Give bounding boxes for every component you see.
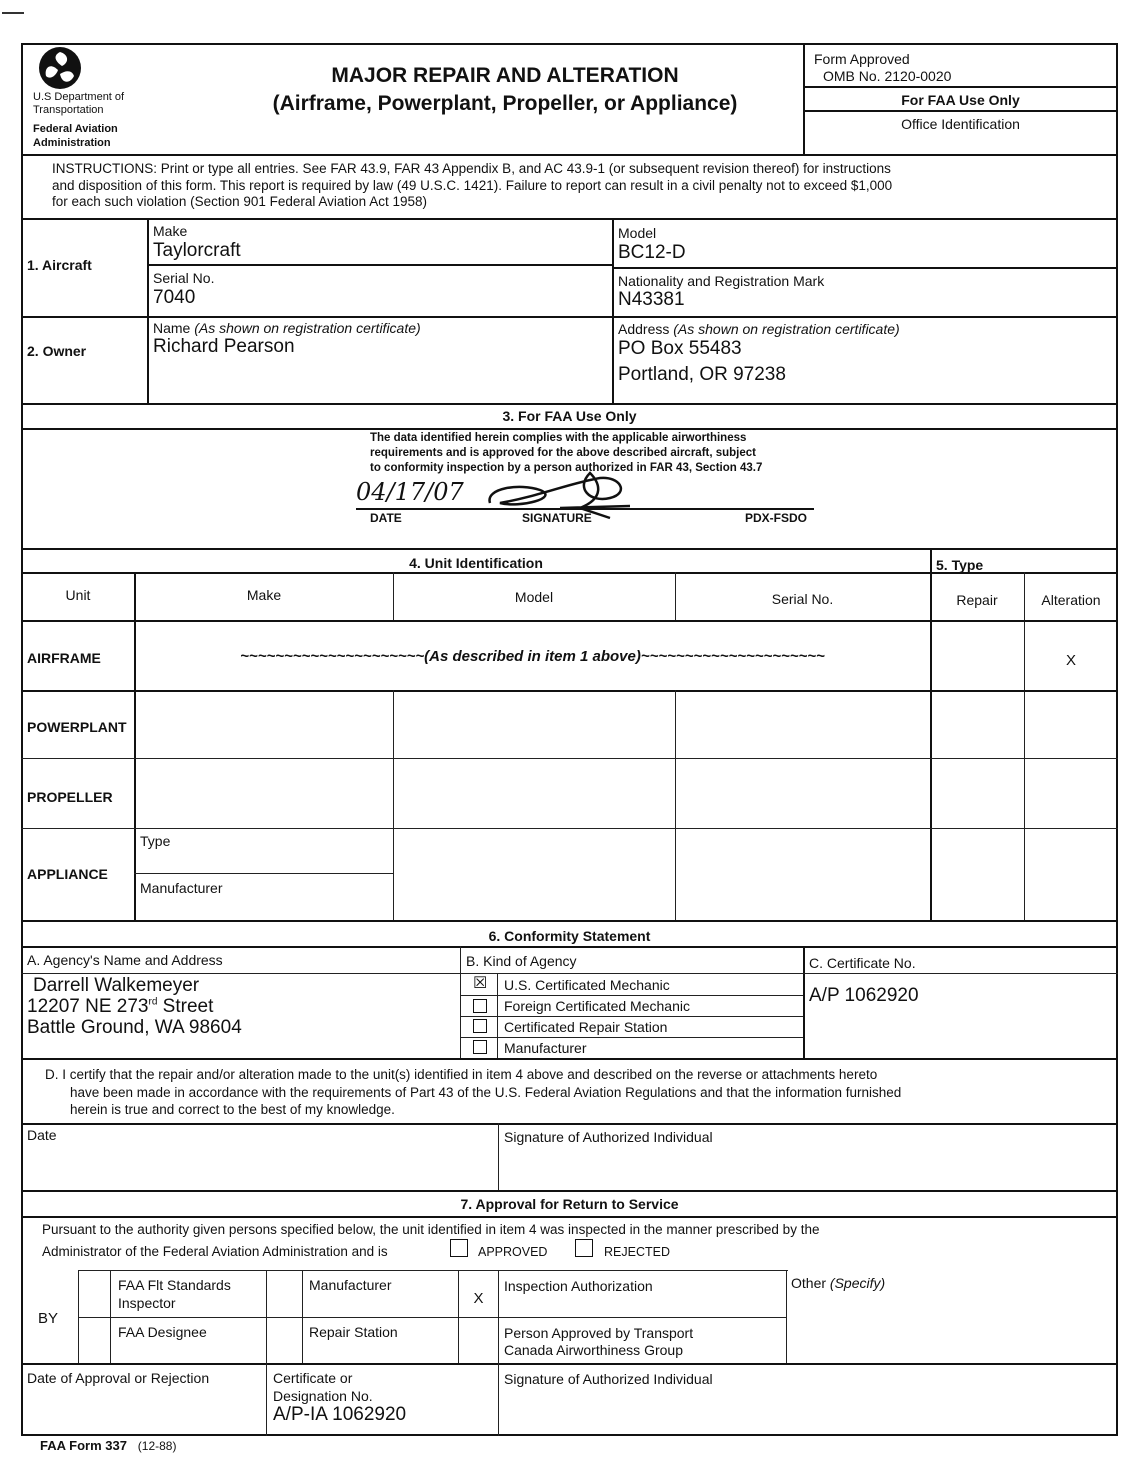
owner-address-line2[interactable]: Portland, OR 97238 bbox=[618, 364, 786, 385]
column-header-unit: Unit bbox=[65, 587, 91, 603]
approved-checkbox[interactable] bbox=[450, 1239, 468, 1257]
unit-airframe-label: AIRFRAME bbox=[27, 650, 101, 666]
column-header-model: Model bbox=[514, 589, 554, 605]
instructions-line2: and disposition of this form. This report is required by law (49 U.S.C. 1421). Failure to report can result in a civil penalty not to exceed $1,000 bbox=[52, 178, 893, 193]
option-label-transport-canada-line1: Person Approved by Transport bbox=[504, 1325, 694, 1341]
kind-checkbox-foreign-mechanic[interactable] bbox=[473, 999, 487, 1013]
appliance-type-label: Type bbox=[140, 833, 171, 849]
agency-name-label: A. Agency's Name and Address bbox=[27, 952, 223, 968]
conformity-signature-label: Signature of Authorized Individual bbox=[504, 1129, 713, 1145]
office-identification-label: Office Identification bbox=[901, 116, 1020, 132]
omb-number: OMB No. 2120-0020 bbox=[823, 68, 952, 84]
kind-label-us-mechanic: U.S. Certificated Mechanic bbox=[504, 977, 670, 993]
kind-label-repair-station: Certificated Repair Station bbox=[504, 1019, 668, 1035]
kind-label-foreign-mechanic: Foreign Certificated Mechanic bbox=[504, 998, 690, 1014]
option-label-transport-canada-line2: Canada Airworthiness Group bbox=[504, 1342, 683, 1358]
option-label-faa-inspector-line1: FAA Flt Standards bbox=[118, 1277, 231, 1293]
column-header-serial: Serial No. bbox=[771, 591, 834, 607]
certification-statement-line1: D. I certify that the repair and/or alteration made to the unit(s) identified in item 4 above and described on the reverse or attachments hereto bbox=[45, 1067, 878, 1082]
certification-statement-line2: have been made in accordance with the requirements of Part 43 of the U.S. Federal Aviation Regulations and that the information furnished bbox=[70, 1085, 902, 1100]
aircraft-model-field[interactable]: BC12-D bbox=[618, 242, 686, 263]
designation-label-line2: Designation No. bbox=[273, 1388, 373, 1404]
rejected-checkbox[interactable] bbox=[575, 1239, 593, 1257]
faa-approval-date: 04/17/07 bbox=[356, 478, 464, 506]
aircraft-make-field[interactable]: Taylorcraft bbox=[153, 240, 241, 261]
aircraft-serial-field[interactable]: 7040 bbox=[153, 287, 196, 308]
form-number-footer: FAA Form 337 (12-88) bbox=[40, 1438, 177, 1453]
instructions-line1: INSTRUCTIONS: Print or type all entries. See FAR 43.9, FAR 43 Appendix B, and AC 43.9-1 (or subsequent revision thereof) for instructions bbox=[52, 161, 891, 176]
faa-use-only-header: For FAA Use Only bbox=[901, 92, 1020, 108]
kind-checkbox-us-mechanic[interactable]: ☒ bbox=[473, 975, 488, 992]
column-header-repair: Repair bbox=[956, 592, 998, 608]
faa-date-label: DATE bbox=[370, 511, 402, 525]
owner-address-line1[interactable]: PO Box 55483 bbox=[618, 338, 742, 359]
kind-of-agency-label: B. Kind of Agency bbox=[466, 953, 577, 969]
rejected-label: REJECTED bbox=[604, 1245, 670, 1259]
column-header-make: Make bbox=[246, 587, 282, 603]
conformity-date-label: Date bbox=[27, 1127, 57, 1143]
option-checkbox-faa-designee[interactable] bbox=[79, 1318, 110, 1364]
option-label-inspection-authorization: Inspection Authorization bbox=[504, 1278, 653, 1294]
faa-name-line1: Federal Aviation bbox=[33, 123, 118, 135]
registration-label: Nationality and Registration Mark bbox=[618, 273, 825, 289]
designation-number-field[interactable]: A/P-IA 1062920 bbox=[273, 1404, 407, 1425]
option-checkbox-manufacturer[interactable] bbox=[267, 1271, 302, 1317]
by-label: BY bbox=[38, 1310, 59, 1327]
approval-date-label: Date of Approval or Rejection bbox=[27, 1370, 210, 1386]
agency-name-line1: U.S Department of bbox=[33, 91, 125, 103]
kind-label-manufacturer: Manufacturer bbox=[504, 1040, 587, 1056]
conformity-signature-field[interactable] bbox=[500, 1148, 1116, 1190]
kind-checkbox-repair-station[interactable] bbox=[473, 1019, 487, 1033]
option-label-repair-station: Repair Station bbox=[309, 1324, 398, 1340]
option-label-manufacturer: Manufacturer bbox=[309, 1277, 392, 1293]
airframe-alteration-mark[interactable]: X bbox=[1065, 652, 1076, 669]
form-approved: Form Approved bbox=[814, 51, 910, 67]
aircraft-section-label: 1. Aircraft bbox=[27, 257, 92, 273]
owner-section-label: 2. Owner bbox=[27, 343, 87, 359]
faa-use-section-label: 3. For FAA Use Only bbox=[502, 408, 637, 424]
approval-text-line2: Administrator of the Federal Aviation Administration and is bbox=[42, 1244, 388, 1259]
owner-address-label: Address (As shown on registration certificate) bbox=[618, 321, 900, 337]
unit-identification-section-label: 4. Unit Identification bbox=[409, 555, 543, 571]
form-subtitle: (Airframe, Powerplant, Propeller, or Appliance) bbox=[272, 92, 738, 115]
unit-appliance-label: APPLIANCE bbox=[27, 866, 108, 882]
agency-city-field[interactable]: Battle Ground, WA 98604 bbox=[27, 1017, 242, 1038]
agency-street-field[interactable]: 12207 NE 273rd Street bbox=[27, 996, 214, 1017]
kind-checkbox-manufacturer[interactable] bbox=[473, 1040, 487, 1054]
owner-name-field[interactable]: Richard Pearson bbox=[153, 336, 295, 357]
serial-label: Serial No. bbox=[153, 270, 215, 286]
agency-name-field[interactable]: Darrell Walkemeyer bbox=[33, 975, 200, 996]
make-label: Make bbox=[153, 223, 188, 239]
certificate-no-label: C. Certificate No. bbox=[809, 955, 916, 971]
approval-section-label: 7. Approval for Return to Service bbox=[460, 1196, 679, 1212]
faa-signature-label: SIGNATURE bbox=[522, 511, 592, 525]
unit-powerplant-label: POWERPLANT bbox=[27, 719, 127, 735]
scan-mark bbox=[2, 12, 24, 14]
approved-label: APPROVED bbox=[478, 1245, 548, 1259]
option-checkbox-transport-canada[interactable] bbox=[459, 1318, 498, 1364]
option-checkbox-repair-station[interactable] bbox=[267, 1318, 302, 1364]
conformity-date-field[interactable] bbox=[22, 1146, 497, 1190]
certificate-number-field[interactable]: A/P 1062920 bbox=[809, 985, 919, 1006]
dot-logo-icon bbox=[38, 46, 82, 90]
agency-name-line2: Transportation bbox=[33, 104, 104, 116]
model-label: Model bbox=[618, 225, 657, 241]
approval-signature-label: Signature of Authorized Individual bbox=[504, 1371, 713, 1387]
option-label-faa-designee: FAA Designee bbox=[118, 1324, 207, 1340]
certification-statement-line3: herein is true and correct to the best of my knowledge. bbox=[70, 1102, 395, 1117]
faa-office-label: PDX-FSDO bbox=[745, 511, 808, 525]
appliance-manufacturer-label: Manufacturer bbox=[140, 880, 223, 896]
other-specify-label: Other (Specify) bbox=[791, 1275, 886, 1291]
option-checkbox-inspection-authorization[interactable]: X bbox=[473, 1290, 484, 1307]
designation-label-line1: Certificate or bbox=[273, 1370, 353, 1386]
aircraft-registration-field[interactable]: N43381 bbox=[618, 289, 685, 310]
type-section-label: 5. Type bbox=[936, 557, 984, 573]
form-title: MAJOR REPAIR AND ALTERATION bbox=[331, 64, 679, 87]
unit-propeller-label: PROPELLER bbox=[27, 789, 113, 805]
approval-stamp-line1: The data identified herein complies with the applicable airworthiness bbox=[370, 432, 747, 444]
approval-stamp-line3: to conformity inspection by a person authorized in FAR 43, Section 43.7 bbox=[370, 462, 763, 474]
faa-name-line2: Administration bbox=[33, 137, 111, 149]
owner-name-label: Name (As shown on registration certificate) bbox=[153, 320, 421, 336]
option-label-faa-inspector-line2: Inspector bbox=[118, 1295, 176, 1311]
conformity-section-label: 6. Conformity Statement bbox=[488, 928, 651, 944]
column-header-alteration: Alteration bbox=[1041, 592, 1101, 608]
option-checkbox-faa-inspector[interactable] bbox=[79, 1271, 110, 1317]
instructions-line3: for each such violation (Section 901 Federal Aviation Act 1958) bbox=[52, 194, 427, 209]
airframe-description: ~~~~~~~~~~~~~~~~~~~~~(As described in item 1 above)~~~~~~~~~~~~~~~~~~~~~ bbox=[240, 648, 825, 665]
approval-text-line1: Pursuant to the authority given persons specified below, the unit identified in item 4 was inspected in the manner prescribed by the bbox=[42, 1222, 820, 1237]
approval-stamp-line2: requirements and is approved for the above described aircraft, subject bbox=[370, 447, 757, 459]
